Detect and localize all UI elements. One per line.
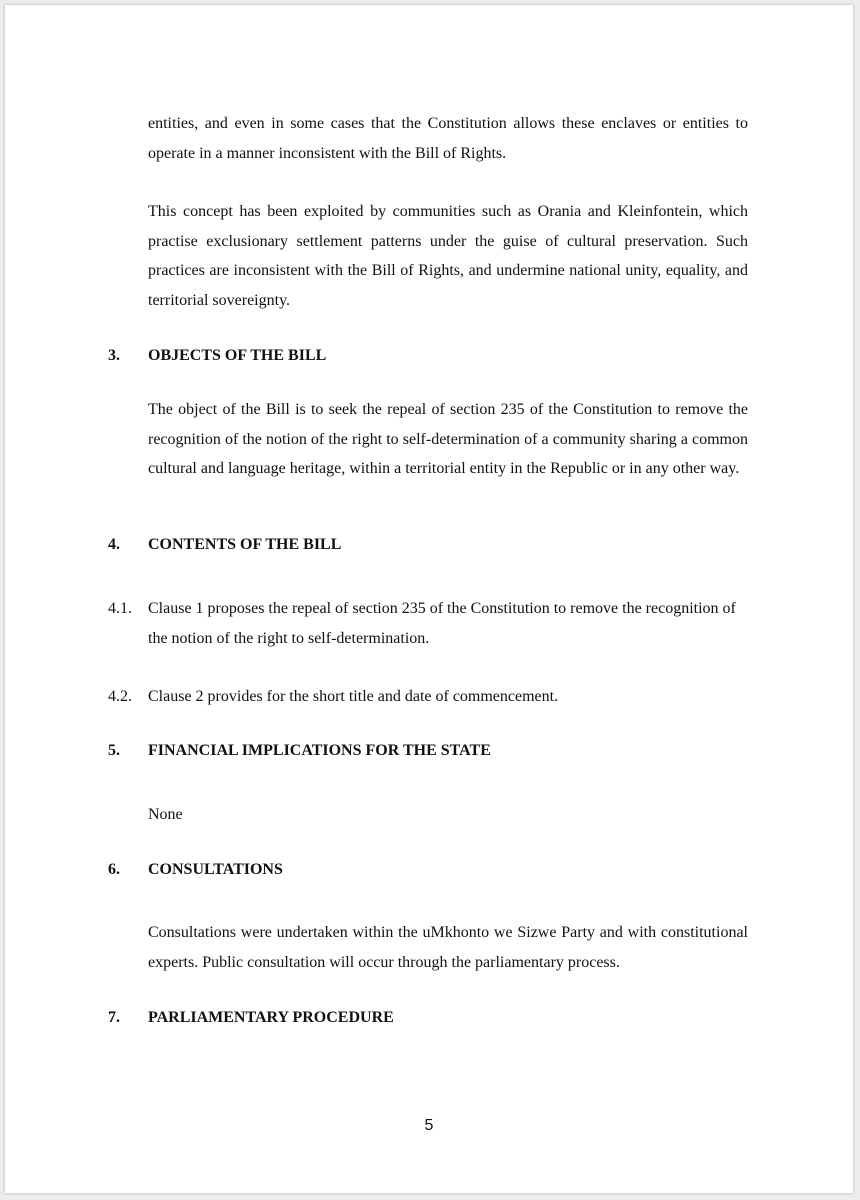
section-5-number: 5. bbox=[108, 742, 120, 759]
section-4-heading bbox=[108, 535, 341, 555]
intro-paragraph-2: This concept has been exploited by communities such as Orania and Kleinfontein, which practise exclusionary settlement patterns under the guise of cultural preservation. Such practices are inconsistent with the Bill of Rights, and undermine national unity, equality, and territorial sovereignty. bbox=[148, 203, 748, 309]
document-page bbox=[5, 5, 853, 1193]
clause-4-1 bbox=[108, 594, 748, 653]
section-4-number: 4. bbox=[108, 536, 120, 553]
section-5-heading bbox=[108, 741, 491, 761]
clause-4-1-number: 4.1. bbox=[108, 600, 132, 617]
section-6-title: CONSULTATIONS bbox=[148, 861, 283, 878]
section-3-number: 3. bbox=[108, 347, 120, 364]
clause-4-1-text: Clause 1 proposes the repeal of section 235 of the Constitution to remove the recognition of the notion of the right to self-determination. bbox=[148, 600, 736, 647]
section-6-body: Consultations were undertaken within the uMkhonto we Sizwe Party and with constitutional experts. Public consultation will occur through the parliamentary process. bbox=[148, 924, 748, 971]
section-5-title: FINANCIAL IMPLICATIONS FOR THE STATE bbox=[148, 742, 491, 759]
intro-paragraph-1: entities, and even in some cases that the Constitution allows these enclaves or entities to operate in a manner inconsistent with the Bill of Rights. bbox=[148, 115, 748, 162]
section-7-heading bbox=[108, 1008, 394, 1028]
section-6-heading bbox=[108, 860, 283, 880]
clause-4-2-text: Clause 2 provides for the short title and date of commencement. bbox=[148, 688, 559, 705]
section-4-title: CONTENTS OF THE BILL bbox=[148, 536, 342, 553]
section-6-number: 6. bbox=[108, 861, 120, 878]
section-5-body: None bbox=[148, 806, 183, 823]
clause-4-2-number: 4.2. bbox=[108, 688, 132, 705]
page-number: 5 bbox=[424, 1117, 434, 1134]
section-3-heading bbox=[108, 346, 326, 366]
section-7-number: 7. bbox=[108, 1009, 120, 1026]
section-3-body: The object of the Bill is to seek the repeal of section 235 of the Constitution to remove the recognition of the notion of the right to self-determination of a community sharing a common cultural and language heritage, within a territorial entity in the Republic or in any other way. bbox=[148, 401, 748, 477]
section-7-title: PARLIAMENTARY PROCEDURE bbox=[148, 1009, 394, 1026]
section-3-title: OBJECTS OF THE BILL bbox=[148, 347, 327, 364]
clause-4-2 bbox=[108, 682, 748, 712]
